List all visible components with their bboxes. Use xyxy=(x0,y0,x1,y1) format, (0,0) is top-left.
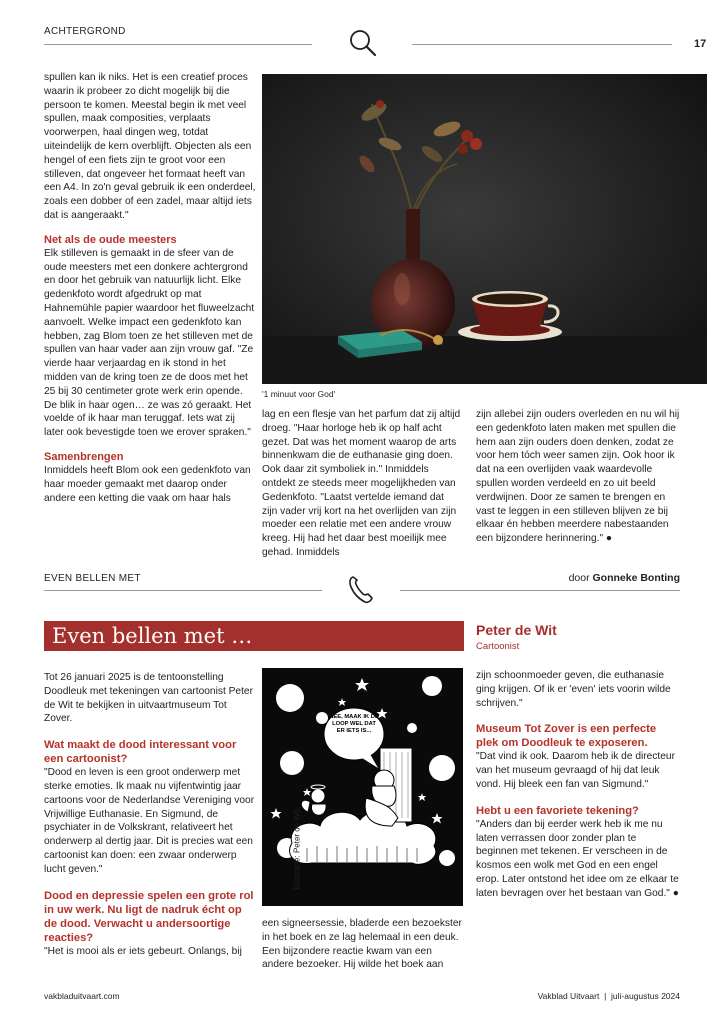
footer-publication: Vakblad Uitvaart | juli-augustus 2024 xyxy=(537,991,680,1001)
page-number: 17 xyxy=(694,38,707,50)
section2-col3 xyxy=(476,669,680,901)
illustration-credit: Illustratie: Peter de Wit xyxy=(292,809,302,890)
article1-col1 xyxy=(44,71,256,505)
section2-rule-left xyxy=(44,590,322,591)
col1-body2: Inmiddels heeft Blom ook een gedenkfoto van haar moeder gemaakt met daarop onder andere een ketting die vaak om haar hals xyxy=(44,464,251,504)
byline-prefix: door xyxy=(568,572,590,584)
section2-rule-right xyxy=(400,590,680,591)
section2-banner xyxy=(44,621,464,651)
banner-title: Even bellen met … xyxy=(52,624,253,648)
person-role: Cartoonist xyxy=(476,641,520,652)
header-rule-left xyxy=(44,44,312,45)
byline xyxy=(528,572,680,584)
article1-col2 xyxy=(262,408,462,560)
col3-body: zijn allebei zijn ouders overleden en nu wil hij een gedenkfoto laten maken met spullen die hem aan zijn ouders doen denken, zodat ze voor hem tóch weer samen zijn. Ook hoor ik dat na een overlijden vaak waardevolle spullen worden verdeeld en zo uit beeld verdwijnen. Door ze samen te brengen en vast te leggen in een stilleven blijven ze bij elkaar én hebben meerdere nabestaanden een bijzondere herinnering." ● xyxy=(476,409,680,545)
footer-website: vakbladuitvaart.com xyxy=(44,991,120,1001)
answer-4: "Anders dan bij eerder werk heb ik me nu laten verrassen door zonder plan te beginnen met tekenen. Er verscheen in de kosmos een wolk met God en een engel erop. Later ontstond het idee om ze elkaar te laten bevragen over het bestaan van God." ● xyxy=(476,818,679,899)
byline-author: Gonneke Bonting xyxy=(592,572,680,584)
question-3: Museum Tot Zover is een perfecte plek om Doodleuk te exposeren. xyxy=(476,723,657,750)
col1-body: Elk stilleven is gemaakt in de sfeer van de oude meesters met een donkere achtergrond en door het gebruik van natuurlijk licht. Elke gedenkfoto wordt afgedrukt op mat Hahnemühle papier waardoor het fluweelzacht aanvoelt. Welke impact een gedenkfoto kan hebben, zag Blom toen ze het stilleven met de spullen van haar vader aan zijn vrouw gaf. "Ze vierde haar verjaardag en ik stond in het midden van de kring toen ze de doos met het 25 bij 30 centimeter grote werk erin opende. De blik in haar ogen… ze was zó geraakt. Het voelde of ik haar man teruggaf. Iets wat zij later ook bevestigde toen we erover spraken." xyxy=(44,247,255,439)
question-4: Hebt u een favoriete tekening? xyxy=(476,804,639,817)
person-name: Peter de Wit xyxy=(476,622,557,638)
section2-col3-top: zijn schoonmoeder geven, die euthanasie ging krijgen. Of ik er 'even' iets voorin wilde schrijven." xyxy=(476,670,671,709)
section2-label: EVEN BELLEN MET xyxy=(44,573,141,584)
col1-intro: spullen kan ik niks. Het is een creatief proces waarin ik probeer zo dicht mogelijk bij die persoon te komen. Meestal begin ik met veel spullen, maak composities, verplaats voorwerpen, haal dingen weg, totdat uiteindelijk de kern overblijft. Objecten als een hengel of een fiets zijn te groot voor een stilleven, dat ongeveer het formaat heeft van een A4. In zo'n geval gebruik ik een onderdeel, zoals een dobber of een zadel, maar altijd iets dat is aangeraakt." xyxy=(44,72,256,221)
article1-col3 xyxy=(476,408,680,546)
question-1: Wat maakt de dood interessant voor een cartoonist? xyxy=(44,739,237,766)
answer-2: "Het is mooi als er iets gebeurt. Onlangs, bij xyxy=(44,945,242,957)
col2-body: lag en een flesje van het parfum dat zij altijd droeg. "Haar horloge heb ik op half acht gezet. Dat was het moment waarop de arts binnenkwam die de euthanasie ging doen. Ook daar zit symboliek in." Inmiddels ontdekt ze steeds meer mogelijkheden van Gedenkfoto. "Laatst vertelde iemand dat zijn vader vrij kort na het overlijden van zijn moeder een relatie met een andere vrouw kreeg. Hij had het daar best moeilijk mee gehad. Inmiddels xyxy=(262,409,461,558)
phone-icon xyxy=(348,574,374,604)
section2-col1 xyxy=(44,671,256,958)
answer-3: "Dat vind ik ook. Daarom heb ik de directeur van het museum gevraagd of hij dat leuk vond. Hij bleek een fan van Sigmund." xyxy=(476,751,675,790)
subheading-samenbrengen: Samenbrengen xyxy=(44,450,124,463)
section2-col2-body: een signeersessie, bladerde een bezoekster in het boek en ze lag helemaal in een deuk. Een bijzondere reactie kwam van een andere bezoeker. Hij wilde het boek aan xyxy=(262,918,462,971)
section2-col2 xyxy=(262,917,462,972)
section2-intro: Tot 26 januari 2025 is de tentoonstelling Doodleuk met tekeningen van cartoonist Peter de Wit te bekijken in uitvaartmuseum Tot Zover. xyxy=(44,672,253,725)
header-rule-right xyxy=(412,44,672,45)
still-life-photo xyxy=(262,74,707,384)
photo-caption: '1 minuut voor God' xyxy=(262,389,336,399)
answer-1: "Dood en leven is een groot onderwerp met sterke emoties. Ik maak nu vijfentwintig jaar cartoons voor de Nederlandse Vereniging voor Vrijwillige Euthanasie. En Sigmund, de psychiater in de Volkskrant, relativeert het onderwerp al dertig jaar. Dit is precies wat een cartoonist kan doen: een zwaar onderwerp lucht geven." xyxy=(44,767,255,875)
section-label: ACHTERGROND xyxy=(44,26,126,37)
cartoon-speech-text: NEE, MAAK IK DE LOOP WEL DAT ER IETS IS... xyxy=(329,714,379,734)
question-2: Dood en depressie spelen een grote rol in uw werk. Nu ligt de nadruk écht op de dood. Verwacht u andersoortige reacties? xyxy=(44,889,254,944)
magnifier-icon xyxy=(348,28,378,58)
subheading-oude-meesters: Net als de oude meesters xyxy=(44,233,177,246)
